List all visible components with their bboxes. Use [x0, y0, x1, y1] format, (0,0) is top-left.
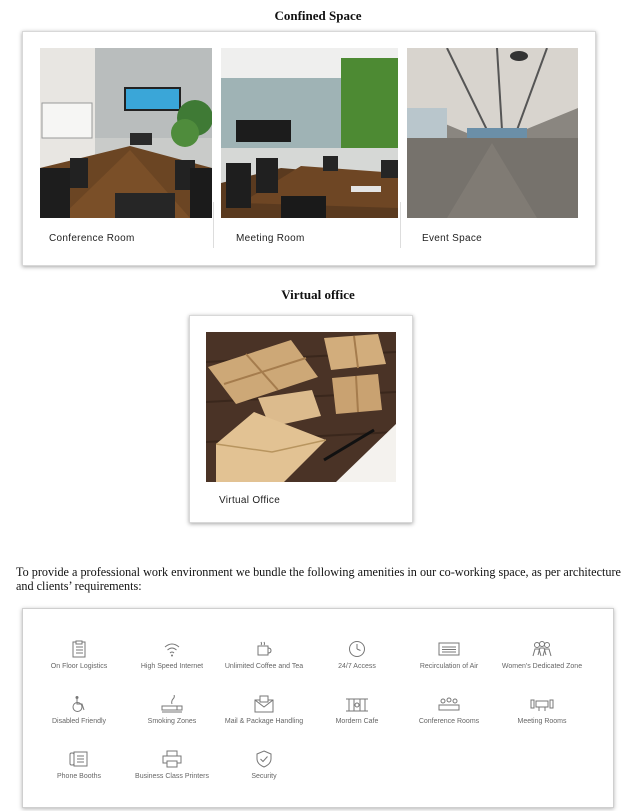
- amenity-label: Conference Rooms: [418, 718, 480, 725]
- amenity-security: [216, 750, 312, 780]
- smoking-icon: [161, 695, 183, 713]
- amenity-24-7-access: [309, 640, 405, 670]
- amenity-label: Security: [251, 773, 277, 780]
- amenity-label: On Floor Logistics: [50, 663, 108, 670]
- amenity-disabled-friendly: [31, 695, 127, 725]
- amenity-womens-dedicated-zone: [494, 640, 590, 670]
- amenity-business-class-printers: [124, 750, 220, 780]
- amenity-label: 24/7 Access: [338, 663, 376, 670]
- amenities-intro-paragraph: To provide a professional work environment we bundle the following amenities in our co-working space, as per architecture and clients’ requirements:: [16, 565, 621, 593]
- amenity-label: Disabled Friendly: [51, 718, 107, 725]
- virtual-office-heading: Virtual office: [281, 287, 355, 302]
- virtual-office-card: [189, 315, 413, 523]
- wifi-icon: [163, 640, 181, 658]
- amenity-label: Meeting Rooms: [517, 718, 567, 725]
- confined-space-heading: Confined Space: [274, 8, 362, 23]
- shield-icon: [255, 750, 273, 768]
- amenity-phone-booths: [31, 750, 127, 780]
- conference-icon: [437, 695, 461, 713]
- amenity-label: Phone Booths: [57, 773, 101, 780]
- amenity-label: High Speed Internet: [140, 663, 204, 670]
- amenity-label: Mordern Cafe: [335, 718, 379, 725]
- amenity-smoking-zones: [124, 695, 220, 725]
- amenity-label: Mail & Package Handling: [224, 718, 304, 725]
- amenity-label: Unlimited Coffee and Tea: [224, 663, 304, 670]
- event-space-photo: [407, 48, 578, 218]
- mail-icon: [254, 695, 274, 713]
- amenity-on-floor-logistics: [31, 640, 127, 670]
- amenity-label: Recirculation of Air: [419, 663, 479, 670]
- amenity-label: Smoking Zones: [147, 718, 197, 725]
- meeting-room-photo: [221, 48, 398, 218]
- conference-room-photo: [40, 48, 212, 218]
- meeting-room-caption: Meeting Room: [236, 233, 305, 244]
- amenity-label: Business Class Printers: [135, 773, 209, 780]
- cafe-icon: [345, 695, 369, 713]
- wheelchair-icon: [70, 695, 88, 713]
- clock-icon: [348, 640, 366, 658]
- women-group-icon: [531, 640, 553, 658]
- conference-room-caption: Conference Room: [49, 233, 135, 244]
- amenity-meeting-rooms: [494, 695, 590, 725]
- amenity-conference-rooms: [401, 695, 497, 725]
- virtual-office-caption: Virtual Office: [219, 495, 281, 506]
- amenity-high-speed-internet: [124, 640, 220, 670]
- amenity-mail-package-handling: [216, 695, 312, 725]
- amenities-panel: [22, 608, 614, 808]
- phone-icon: [69, 750, 89, 768]
- amenity-label: Women's Dedicated Zone: [501, 663, 583, 670]
- printer-icon: [162, 750, 182, 768]
- amenity-recirculation-of-air: [401, 640, 497, 670]
- amenity-unlimited-coffee: [216, 640, 312, 670]
- amenity-modern-cafe: [309, 695, 405, 725]
- event-space-caption: Event Space: [422, 233, 483, 244]
- confined-space-card: [22, 31, 596, 266]
- virtual-office-photo: [206, 332, 396, 482]
- air-vent-icon: [438, 640, 460, 658]
- coffee-icon: [255, 640, 273, 658]
- clipboard-icon: [70, 640, 88, 658]
- meeting-table-icon: [530, 695, 554, 713]
